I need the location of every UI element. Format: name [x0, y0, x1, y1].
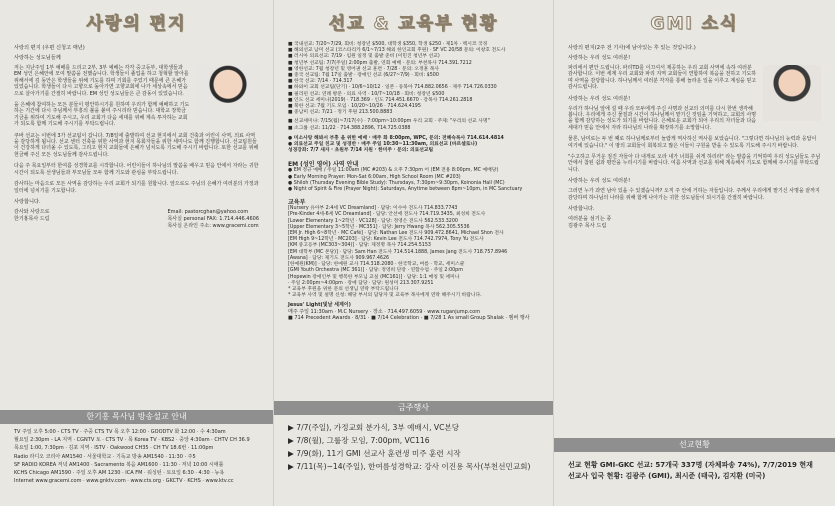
letter-sender: 사랑의 편지 (우편 신청고 매년)	[14, 45, 85, 51]
schedule-item: ▶ 7/8(월), 그룹장 모임, 7:00pm, VC116	[288, 436, 430, 445]
mission-item: ■ 해외선교 남미 선교 (코스타리카 6/1~7/13 해외 한인교회 후원) · SF VC 20/58 문의: 이창호 전도사	[288, 48, 506, 54]
education-item: [EM Jr. High 6~8학년 · MC Café] · 담당: Nathan Lee 전도사 909.472.8641, Michael Shon 전사	[288, 231, 504, 237]
gmi-closing: 사랑합니다.	[568, 206, 595, 213]
em-list	[288, 168, 539, 193]
gmi-paragraph: "수고하고 무거운 짐진 자들아 다 내게로 오라 내가 너희를 쉬게 하리라" 라는 말씀을 기억하며 우리 성도님들도 주님 안에서 참된 쉼과 평안을 누리시기를 바랍니다. 여름 사역과 선교를 위해 계속해서 기도로 함께해 주시기를 부탁드립니다.	[568, 154, 821, 173]
gmi-greeting: 사랑하는 우리 성도 여러분!	[568, 55, 631, 61]
gmi-news-column	[553, 0, 835, 506]
education-item: [GMI Youth Orchestra (MC 361)] · 담당: 정영희 단장 · 연합수업 · 주일 2:00pm	[288, 268, 463, 274]
em-heading: EM (성인 영어) 사역 안내	[288, 161, 359, 169]
notice-list	[288, 136, 539, 155]
education-list	[288, 206, 539, 299]
gmi-intro: 사랑의 편지(2주 전 기사)에 남아있는 후 있는 것입니다.)	[568, 45, 696, 51]
broadcast-tv: 월요일 2:30pm - LA 지역 · CGNTV 토 · CTS TV · 목 Korea TV · KBS2 · 중앙 4:30am · CHTV CH 36.9	[14, 437, 250, 444]
mission-item: ■ 중남미 선교: 7/21 · 정기 후원 213.500.8883	[288, 110, 393, 116]
mission-status-heading: 선교현황	[554, 438, 835, 452]
weekly-schedule	[288, 415, 539, 479]
mission-item: ■ 중국 선교팀: 7월 17일 출발 · 장애인 선교 (6/27~7/9) · 회비: $500	[288, 73, 439, 79]
letter-signoff: 감사와 사랑으로	[14, 208, 50, 215]
broadcast-radio: SF RADIO KOREA 저녁 AM1400 · Sacramento 복음 AM1600 · 11:30 · 저녁 10:00 시애틀	[14, 461, 224, 468]
missions-heading: 선교 & 교육부 현황	[328, 13, 499, 34]
education-item: [KM 중고등부 (MC303~304)] · 담당: 제정명 목사 714.254.5153	[288, 243, 431, 249]
schedule-item: ▶ 7/9(화), 11기 GMI 선교사 훈련생 미주 훈련 시작	[288, 449, 461, 458]
mission-item: ■ 하와이 교회 선교팀(단기) · 10/6~10/12 · 일본 · 동북아 714.882.0656 · 제주 714.726.0330	[288, 85, 497, 91]
education-item: [EM High 9~12학년 · MC203] · 담당: Kevin Lee 전도사 714.742.7974, Tony Yu 전도사	[288, 237, 484, 243]
gmi-signoff: 여러분을 섬기는 종	[568, 216, 612, 223]
pastor-fax: 목사실 personal FAX: 1.714.446.4606	[167, 215, 259, 222]
notice-item: ● 미소사랑 해봐서 부흥 을 위한 예배 · 매주 화 8:00pm, WPC, 문의: 전혜숙목사 714.614.4814	[288, 135, 504, 141]
schedule-heading: 금주행사	[274, 401, 553, 415]
teaching-item: ■ 소그룹 선교: 11/22 · 714.388.2896, 714.725.0388	[288, 125, 411, 131]
gmi-greeting: 사랑하는 우리 성도 여러분!	[568, 178, 631, 185]
education-item: * 교육부 사역 및 설명 신청: 해당 부서의 담당자 및 교육부 목사에게 연락 해주시기 바랍니다.	[288, 293, 482, 299]
gmi-signature: 김광주 목사 드림	[568, 223, 607, 230]
teaching-item: ■ 선교세미나: 7/15(월)~7/17(수) · 7:00pm~10:00pm 우리 교회 · 주제: "우리의 선교 사명"	[288, 119, 490, 125]
schedule-item: ▶ 7/11(목)~14(주일), 한여름성경학교: 강사 이진용 목사(부천선민교회)	[288, 462, 531, 471]
gmi-paragraph: 우리가 하나님 앞에 설 때 우리 모두에게 주신 사명과 선교의 의미를 다시 한번 생각해 봅니다. 우리에게 주신 물질과 시간이 하나님께서 맡기신 것임을 기억하고, 교회의 사명을 함께 감당하는 성도가 되기를 바랍니다. 은혜로운 교회가 되어 우리의 자녀들과 다음 세대가 믿음 안에서 자라 하나님의 나라를 확장하기를 소망합니다.	[568, 105, 757, 131]
education-item: [Upper Elementary 3~5학년 · MC351] · 담당: Jerry Hwang 목사 562.305.5536	[288, 224, 470, 230]
education-item: [Lower Elementary 1~2학년 · VC128] · 담당: 정영은 전도사 562.533.3200	[288, 218, 458, 224]
education-item: [Nursery 유아부 2:4세 VC Dreamland] · 담당: 이수아 전도사 714.833.7743	[288, 206, 458, 212]
broadcast-heading: 한기홍 목사님 방송설교 안내	[0, 410, 273, 424]
letter-salutation: 사랑하는 성도님들께	[14, 55, 61, 61]
missions-education-column	[273, 0, 553, 506]
broadcast-radio: KCHS Chicago AM1590 · 주일 오후 AM 1230 · ICA FM · 워싱턴 · 토요일 6:30 · 4:30 · 뉴욕	[14, 470, 225, 477]
mission-status-line: 선교 현황 GMI-GKC 선교: 57개국 337명 (자체파송 74%), 7/7/2019 현재	[568, 461, 813, 469]
education-heading: 교육부	[288, 199, 306, 207]
pastor-letter-heading: 사랑의 편지	[86, 13, 187, 34]
missionary-photo	[763, 65, 821, 121]
mission-item: ■ 청년부 선교팀: 7/7(주일) 2:00pm 출발, 연회 예배 · 문의: 부천목사 714.391.7212	[288, 60, 472, 66]
gmi-paragraph: 물론, 남미로는 두 번 째로 하나님께로부터 놀랍게 역사하신 역사를 보았습니다. "그렇다면 하나님의 능력과 응답이 여기에 있습니다." 이 땅의 교회들이 회복되고 많은 이들이 구원을 받을 수 있도록 기도해 주시기 바랍니다.	[568, 136, 817, 149]
pastor-letter-column	[0, 0, 273, 506]
notice-item: 성경강좌: 7/7 새자 · 초원부 7/14 지원 · 한미주 · 문의: 의료선교팀	[288, 148, 434, 154]
gmi-greeting: 사랑하는 우리 성도 여러분!	[568, 95, 631, 102]
broadcast-schedule	[14, 424, 259, 489]
jesus-light-info: 매주 주일 11:30am · M.C Nursery · 장소 · 714.497.6059 · www.ruganjump.com	[288, 308, 481, 315]
em-item: ● Night of Spirit & Fire (Prayer Night): Saturdays, Anytime between 8pm~10pm, in MC Sanctuary	[288, 187, 523, 193]
pastor-email: Email: pastorcghan@yahoo.com	[167, 208, 249, 215]
broadcast-radio: Radio 라디오 코리아 AM1540 · 서울대학교 · 기독교 방송 AM1540 · 11:30 · 주5	[14, 453, 196, 460]
letter-paragraph: 을 은혜에 참여하는 모든 분들이 평안하시기를 원하며 우리가 함께 예배하고 기도하는 기간에 다시 주님께서 부흥의 불을 붙여 주시리라 믿습니다. 대학교 장학금 기금을 위하여 기도해 주시고, 우리 교회가 다음 세대를 위해 계속 투자하는 교회가 되도록 함께 기도해 주시기를 부탁드립니다.	[14, 102, 190, 128]
em-item: ● Early Morning Prayer: Mon-Sat 6:00am, High School Room (MC #203)	[288, 174, 461, 180]
letter-paragraph: 저는 지난주일 1부 예배를 드리고 2부, 3부 예배는 각각 중고등부, 대학생들과 EM 성인 은혜안에 모여 말씀을 전했습니다. 학생들이 졸업을 하고 청혁할 알아를 위해서에 깊 동안은 학생들을 위해 기도를 하며 기회를 주었기 때문에 큰 은혜가 있었습니다. 학생들이 다시 고향으로 돌아가면 고향교회에 나가 세상속에서 믿음으로 살아가기를 간절히 바랍니다. EM 성인 성도님들은 큰 감동이 있었습니다.	[14, 65, 189, 97]
education-item: [한예원(KM)] · 담당: 한예원 교사 714.318.2080 · 한국학교, 여름 · 학교, 세미스쿨	[288, 262, 465, 268]
mission-item: ■ 인도 선교 세미나(2019) · 718.369 · 인도 714.451.6670 · 강목사 714.261.2818	[288, 97, 473, 103]
letter-paragraph: 쿠바 선교는 이번에 3가 선교팀이 갑니다. 7/8일에 출발하여 선교 현지에서 교회 건축과 어린이 사역, 의료 사역을 감당하게 됩니다. 선교 센터 건축을 위한 사역과 현지 목회자들을 위한 세미나도 함께 진행합니다. 선교팀원들이 건강하게 다녀올 수 있도록, 그리고 현지 교회들에 은혜가 넘치도록 기도해 주시기 바랍니다. 또한 선교를 위해 헌금해 주신 모든 성도님들께 감사드립니다.	[14, 132, 259, 158]
broadcast-internet: Internet www.gracemi.com · www.gnktv.com · www.cts.org · GKCTV · KCHS · www.ktv.cc	[14, 478, 234, 485]
letter-paragraph: 감사하는 마음으로 모든 사역을 감당하는 우리 교회가 되기를 원합니다. 앞으로도 주님의 은혜가 여러분의 가정과 일터에 넘치기를 기도합니다.	[14, 181, 259, 194]
education-item: [Hopewin 장애인부 및 행복한 부모님 교실 (MC161)] · 담당: 1:1 매칭 및 세미나	[288, 274, 460, 280]
pastor-photo	[197, 65, 259, 120]
em-item: ● EM 정규 예배 / 주일 11:00am (MC #203) & 오후 7:30pm 어 (EM 전용 8:00pm, MC 예배당)	[288, 168, 499, 174]
letter-closing: 사랑합니다.	[14, 198, 41, 205]
pastor-website: 목사실 온라인 주소: www.gracemi.com	[167, 222, 259, 229]
jesus-light-label: Jesus' Light(빛날 세계이)	[288, 302, 351, 309]
gmi-paragraph: 그러면 누가 과연 남아 있을 수 있겠습니까? 오직 주 안에 거하는 자들입니다. 주께서 우리에게 맡기신 사명을 끝까지 감당하며 하나님의 나라를 위해 함께 나아가는 귀한 성도님들이 되시기를 간절히 바랍니다.	[568, 188, 820, 201]
education-item: [Pre-Kinder 4세-6세 VC Dreamland] · 담당: 안선애 전도사 714.719.3435, 최성희 전도사	[288, 212, 486, 218]
em-item: ● Shiloh (Thursday Evening Bible Study): Thursdays, 7:30pm~9:30pm, Koinonia Hall (MC)	[288, 180, 505, 186]
education-item: [Awana] · 담당: 제기도 전도사 909.967.4626	[288, 255, 390, 261]
mission-item: ■ 필리핀 선교: 연례 방문 · 의료 사역 · 10/7~10/18 · 회비: 청장년 $500	[288, 91, 445, 97]
gmi-news-heading: GMI 소식	[650, 13, 739, 34]
schedule-item: ▶ 7/7(주일), 가정교회 분가식, 3부 예배시, VC본당	[288, 423, 460, 432]
broadcast-tv: 목요일 1:00, 7:30pm · 김포 지역 · ISTV · Oakwood CH35 · CH TV 18.6번 · 11:00pm	[14, 445, 214, 452]
notice-item: ● 의료선교 주일 친교 및 성경반 · 매주 주일 10:30~11:30am, 의료선교 (바르셀로나)	[288, 142, 478, 148]
mission-status-line: 선교사 입국 현황: 김광주 (GMI), 최시준 (태국), 김지환 (미국)	[568, 472, 766, 480]
mission-item: ■ 국내선교: 7/20~7/29, 회비: 청장년 $500, 대학생 $350, 학생 $250 · 제1차 · 멕시코 국경	[288, 42, 488, 47]
missions-list	[288, 42, 539, 116]
letter-paragraph: 다음 주 목요일부터 한여름 성경학교를 시작합니다. 어린이들이 하나님의 말씀을 배우고 믿음 안에서 자라는 귀한 시간이 되도록 선생님들과 부모님들 모두 함께 기도와 관심을 부탁드립니다.	[14, 163, 259, 176]
mission-item: ■ 러시아 의료선교: 7/19 · 임원 일정 및 출발 준비 (이민진 청년부 선교)	[288, 54, 440, 60]
jesus-light-info: ■ 714 Precedent Awards · 8/31 · ■ 7/14 Celebration · ■ 7/28 1 As small Group Shalak · 멤버 행사	[288, 315, 530, 322]
mission-item: ■ 한국 선교: 7/14 · 714.317	[288, 79, 353, 85]
education-item: * 교육부 후원을 위한 문의 선생님 연락 부탁드립니다	[288, 286, 399, 292]
education-item: [EM 대학부 (MC 본당)] · 담당: Sam Han 전도사 714.514.1888, James Jang 전도사 718.757.8946	[288, 249, 508, 255]
mission-item: ■ 영한선교: 7월 청장년 및 영어권 선교 훈련 · 7/28 · 문의: 오정훈 목사	[288, 66, 440, 72]
teaching-list	[288, 119, 539, 131]
mission-item: ■ 북한 선교: 7월 기도 모임 · 10/20~10/26 · 714.624.4195	[288, 104, 421, 110]
letter-signature: 한기홍목사 드림	[14, 215, 50, 222]
education-item: · 주일 2:00pm~4:00pm · 장애 담당 · 담당: 원성미 213.307.9251	[288, 280, 434, 286]
gmi-paragraph: 파리에서 편안 드립니다. 파리TD를 이끄셔서 제공하는 우리 교회 사역에 속하 여러분 감사합니다. 이번 세계 우리 교회와 파리 지역 교회들이 연합하여 복음을 전하고 기도하며 사역을 감당합니다. 하나님께서 여러분 각자를 통해 놀라운 일을 이루고 계심을 믿고 감사드립니다.	[568, 65, 757, 91]
broadcast-tv: TV 주일 오후 5:00 - CTS TV · 주중 CTS TV 목 오후 12:00 · GOODTV 화 12:00 · 수 4:30am	[14, 429, 226, 435]
